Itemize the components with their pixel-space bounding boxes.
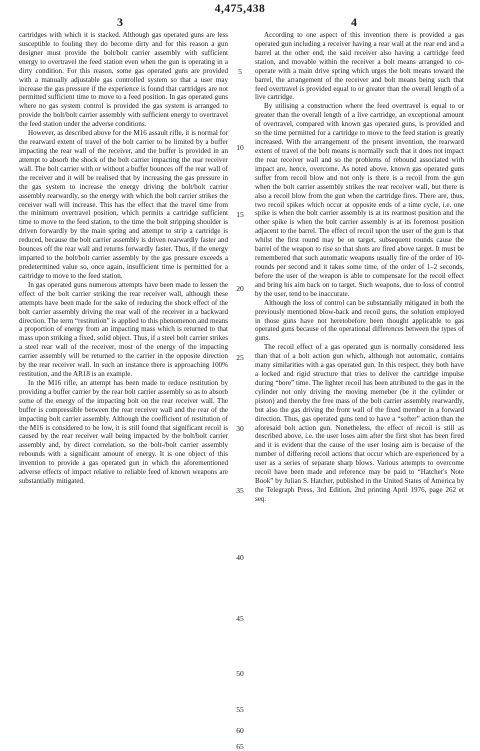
paragraph: By utilising a construction where the feed overtravel is equal to or greater than the overall length of a live cartridge, an exceptional amount of overtravel, compared with known gas operated guns, is provided and so the time permitted for a cartridge to move to the feed station is greatly increased. With the arrangement of the present invention, the rearward extent of travel of the bolt means is normally such that it does not impact the rear receiver wall and so the problems of rebound associated with impact are, hence, overcome. As noted above, known gas operated guns suffer from recoil blow and not only is there is a recoil from the gun when the bolt carrier assembly strikes the rear receiver wall, but there is also a recoil blow from the gun when the cartridge fires. There are, thus, two recoil spikes which occur at opposite ends of a time cycle, i.e. one spike is when the bolt carrier assembly is at its rearmost position and the other spike is when the bolt carrier assembly is at its foremost position adjacent to the barrel. The effect of recoil upon the user of the gun is that whilst the first round may be on target, subsequent rounds cause the barrel of the weapon to rise so that shots are fired above target. It must be remembered that such automatic weapons usually fire of the order of 10-rounds per second and it takes some time, of the order of 1–2 seconds, before the user of the weapon is able to compensate for the recoil effect and bring his aim back on to target. Such weapons, due to loss of control by the user, tend to be inaccurate. xyxy=(255,102,464,298)
line-number: 60 xyxy=(236,726,244,735)
line-number: 15 xyxy=(236,210,244,219)
paragraph: However, as described above for the M16 assault rifle, it is normal for the rearward extent of travel of the bolt carrier to be limited by a buffer impacting the rear wall of the receiver, and the buffer is provided in an attempt to absorb the shock of the bolt carrier impacting the rear receiver wall. The bolt carrier with or without a buffer bounces off the rear wall of the receiver and it will be realised that by increasing the gas pressure in the gas system to increase the energy driving the bolt/bolt carrier assembly rearwardly, so the energy with which the bolt carrier strikes the receiver wall will increase. This has the effect that the travel time from the minimum overtravel position, which permits a cartridge sufficient time to move to the feed station, to the time the bolt stripping shoulder is driven forwardly by the main spring and attempt to strip a cartridge is reduced, because the bolt carrier assembly is driven rearwardly faster and bounces off the rear wall and returns forwardly faster. Thus, if the energy imparted to the bolt/bolt carrier assembly by the gas pressure exceeds a predetermined value so, once again, insufficient time is permitted for a cartridge to move to the feed station. xyxy=(19,129,228,280)
column-number-right: 4 xyxy=(351,15,357,29)
line-number: 40 xyxy=(236,553,244,562)
paragraph: The recoil effect of a gas operated gun is normally considered less than that of a bolt action gun which, although not automatic, contains many similarities with a gas operated gun. In this respect, they both have a locked and rigid structure that tries to deliver the cartridge impulse during “bore” time. The lighter recoil has been attributed to the gas in the cylinder not only driving the moving memeber (be it the cylinder or piston) and thereby the free mass of the bolt carrier assembly rearwardly, but also the gas driving the front wall of the fixed member in a forward direction. Thus, gas operated guns tend to have a “softer” action than the aforesaid bolt action gun. Nonetheless, the effect of recoil is still as described above, i.e. the user loses aim after the first shot has been fired and it is evident that the cause of the user losing aim is because of the number of differing recoil actions that occur which are experienced by a user as a series of separate sharp blows. Various attempts to overcome recoil have been made and reference may be paid to “Hatcher's Note Book” by Julian S. Hatcher, published in the United States of America by the Telegraph Press, 3rd Edition, 2nd printing April 1976, page 262 et seq. xyxy=(255,343,464,503)
patent-number: 4,475,438 xyxy=(214,3,266,15)
line-number: 30 xyxy=(236,424,244,433)
line-number: 10 xyxy=(236,143,244,152)
line-number: 45 xyxy=(236,614,244,623)
line-number: 25 xyxy=(236,353,244,362)
paragraph: In the M16 rifle, an attempt has been made to reduce restitution by providing a buffer carrier by the rear bolt carrier assembly so as to absorb some of the energy of the impacting bolt on the rear receiver wall. The buffer is compressible between the rear receiver wall and the rear of the impacting bolt carrier assembly. Although the coefficient of restitution of the M16 is considered to be low, it is still found that significant recoil is caused by the rear receiver wall being impacted by the bolt/bolt carrier assembly and, by direct correlation, so the bolt-/bolt carrier assembly rebounds with a significant amount of energy. It is one object of this invention to provide a gas operated gun in which the aforementioned adverse effects of impact relative to reliable feed of known weapons are substantially mitigated. xyxy=(19,378,228,486)
right-text-column xyxy=(255,31,464,504)
column-number-left: 3 xyxy=(117,15,123,29)
line-number: 50 xyxy=(236,669,244,678)
line-number: 35 xyxy=(236,486,244,495)
paragraph: In gas operated guns numerous attempts have been made to lessen the effect of the bolt carrier striking the rear receiver wall, although these attempts have been made for the sake of reducing the shock effect of the bolt carrier assembly driving the rear wall of the receiver in a backward direction. The term “restitution” is applied to this phenomenon and means a proportion of energy from an impacting mass which is returned to that mass upon striking a fixed, solid object. Thus, if a steel bolt carrier strikes a steel rear wall of the receiver, most of the energy of the impacting carrier assembly will be returned to the carrier in the opposite direction by the rear receiver wall. In such an instance there is approaching 100% restitution, and the AR18 is an example. xyxy=(19,280,228,379)
paragraph: cartridges with which it is stacked. Although gas operated guns are less susceptible to fouling they do become dirty and for this reason a gun designer must provide the bolt/bolt carrier assembly with sufficient energy to overtravel the feed station even when the gun is operating in a dirty condition. For this reason, some gas operated guns are provided with a manually adjustable gas controlled system so that a user may increase the gas pressure if the experience is found that cartridges are not permitted sufficient time to move to a feed position. In gas operated guns where no gas system control is provided the gas system is arranged to provide the bolt/bolt carrier assembly with sufficient energy to overtravel the feed station under the adverse conditions. xyxy=(19,31,228,129)
line-number: 55 xyxy=(236,705,244,714)
line-number: 5 xyxy=(238,67,242,76)
paragraph: Although the loss of control can be substantially mitigated in both the previously mentioned blow-back and recoil guns, the solution employed in those guns have not heretobefore been thought applicable to gas operated guns because of the operational differences between the types of guns. xyxy=(255,298,464,343)
left-text-column xyxy=(19,31,228,486)
line-number: 65 xyxy=(236,742,244,751)
paragraph: According to one aspect of this invention there is provided a gas operated gun including a receiver having a rear wall at the rear end and a barrel at the other end, the said receiver also having a cartridge feed station, and movable within the receiver a bolt means arranged to co-operate with a main drive spring which urges the bolt means toward the barrel, the arrangement of the receiver and bolt means being such that feed overtravel is provided equal to or greater than the overall length of a live cartridge. xyxy=(255,31,464,102)
line-number: 20 xyxy=(236,284,244,293)
